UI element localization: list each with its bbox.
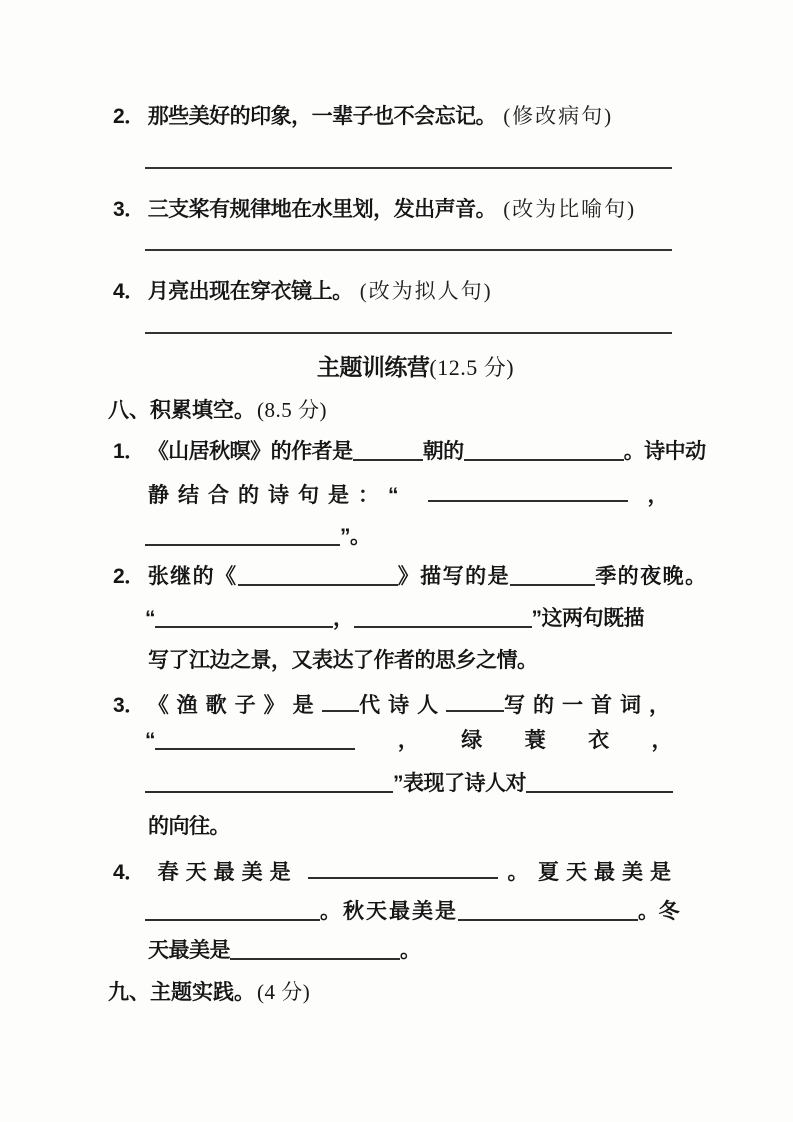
answer-blank — [428, 479, 628, 502]
fill-question-2-line-2 — [145, 604, 644, 634]
question-number: 2． — [113, 105, 145, 128]
question-text: ， — [647, 484, 668, 507]
fill-question-3-line-4 — [148, 812, 230, 842]
rewrite-question-2 — [113, 101, 613, 132]
answer-blank — [145, 523, 340, 546]
question-number: 3． — [113, 198, 145, 221]
section-heading-text: 八、积累填空。 — [108, 399, 255, 422]
banner-score: (12.5 分) — [429, 355, 515, 380]
answer-blank — [446, 689, 504, 712]
question-text: 的向往。 — [148, 815, 230, 838]
answer-line — [145, 167, 672, 169]
section-banner — [128, 352, 668, 383]
question-text: 绿 — [461, 729, 482, 752]
section-9-heading — [108, 977, 310, 1008]
answer-line — [145, 249, 672, 251]
question-text: 。 — [507, 861, 529, 884]
question-text: “ — [145, 729, 155, 752]
fill-question-3-line-3 — [145, 769, 673, 799]
answer-blank — [145, 770, 393, 793]
answer-blank — [230, 937, 400, 960]
question-text: ”这两句既描 — [531, 607, 644, 630]
answer-blank — [155, 605, 333, 628]
answer-blank — [155, 727, 355, 750]
question-text: 春天最美是 — [157, 861, 298, 884]
answer-blank — [510, 563, 595, 586]
fill-question-3-line-1 — [113, 689, 678, 721]
section-heading-text: 九、主题实践。 — [108, 981, 255, 1004]
fill-question-2-line-3 — [148, 646, 538, 676]
question-text: ， — [397, 729, 419, 752]
answer-blank — [145, 898, 320, 921]
answer-line — [145, 332, 672, 334]
question-text: 夏天最美是 — [538, 861, 678, 884]
question-text: 季的夜晚。 — [595, 565, 708, 588]
question-text: 蓑 — [524, 729, 546, 752]
rewrite-instruction-note: (改为拟人句) — [359, 279, 493, 303]
question-number: 1． — [113, 440, 145, 463]
answer-blank — [308, 856, 498, 879]
question-text: ， — [333, 607, 354, 630]
answer-blank — [458, 898, 638, 921]
question-text: ”。 — [340, 525, 371, 548]
question-text: 衣 — [588, 729, 609, 752]
question-number: 2． — [113, 565, 145, 588]
question-text: 。冬 — [638, 900, 679, 923]
rewrite-instruction-note: (改为比喻句) — [503, 197, 637, 221]
question-text: 。 — [400, 939, 421, 962]
question-text: 那些美好的印象，一辈子也不会忘记。 — [147, 105, 497, 128]
question-text: 代诗人 — [359, 694, 447, 717]
fill-question-2-line-1 — [113, 562, 708, 592]
fill-question-4-line-3 — [148, 936, 421, 966]
answer-blank — [238, 563, 398, 586]
question-text: 《渔歌子》是 — [147, 694, 322, 717]
fill-question-1-line-2 — [148, 479, 668, 511]
question-text: 》描写的是 — [397, 565, 511, 588]
answer-blank — [464, 438, 624, 461]
answer-blank — [354, 605, 532, 628]
section-score: (4 分) — [257, 980, 311, 1004]
section-score: (8.5 分) — [257, 398, 327, 422]
question-text: 张继的《 — [147, 565, 238, 588]
answer-blank — [353, 438, 423, 461]
fill-question-1-line-3 — [145, 522, 371, 552]
question-text: 《山居秋暝》的作者是 — [147, 440, 353, 463]
section-8-heading — [108, 395, 327, 426]
question-text: 。诗中动 — [623, 440, 706, 463]
question-text: ， — [651, 729, 672, 752]
question-number: 3． — [113, 694, 145, 717]
question-text: 。秋天最美是 — [320, 900, 458, 923]
answer-blank — [322, 689, 359, 712]
answer-blank — [526, 770, 673, 793]
rewrite-instruction-note: (修改病句) — [503, 104, 614, 128]
banner-title: 主题训练营 — [316, 354, 430, 380]
rewrite-question-3 — [113, 194, 636, 225]
question-text: “ — [145, 607, 155, 630]
question-text: ”表现了诗人对 — [393, 772, 526, 795]
question-text: 天最美是 — [148, 939, 230, 962]
question-text: 写了江边之景，又表达了作者的思乡之情。 — [148, 649, 538, 672]
question-text: 写的一首词， — [504, 694, 678, 717]
fill-question-4-line-2 — [145, 897, 679, 927]
fill-question-3-line-2 — [145, 726, 672, 756]
fill-question-4-line-1 — [113, 856, 678, 888]
question-text: 静结合的诗句是：“ — [148, 484, 408, 507]
question-text: 月亮出现在穿衣镜上。 — [147, 280, 353, 303]
question-text: 朝的 — [422, 440, 464, 463]
fill-question-1-line-1 — [113, 437, 706, 467]
question-number: 4． — [113, 280, 145, 303]
question-text: 三支桨有规律地在水里划，发出声音。 — [147, 198, 497, 221]
quote-and-blank — [145, 726, 355, 756]
rewrite-question-4 — [113, 276, 493, 307]
question-number: 4． — [113, 861, 145, 884]
